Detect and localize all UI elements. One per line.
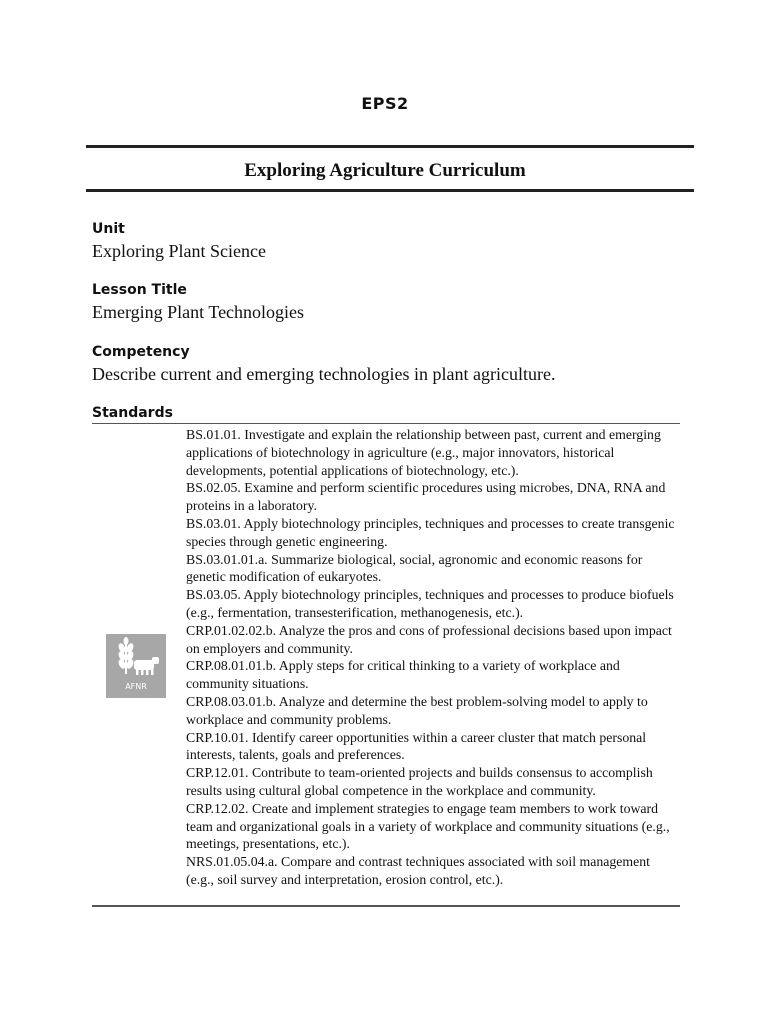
standard-item: BS.01.01. Investigate and explain the relationship between past, current and emerging applications of biotechnology in agriculture (e.g., major innovators, historical developments, potential applications of biotechnology, etc.). bbox=[186, 427, 661, 478]
standard-item: CRP.12.01. Contribute to team-oriented projects and builds consensus to accomplish results using cultural global competence in the workplace and community. bbox=[186, 765, 653, 798]
standards-label: Standards bbox=[92, 405, 173, 421]
afnr-badge bbox=[106, 634, 166, 698]
standard-item: CRP.08.01.01.b. Apply steps for critical thinking to a variety of workplace and community situations. bbox=[186, 658, 620, 692]
unit-label: Unit bbox=[92, 221, 125, 237]
standards-rule-bottom bbox=[92, 905, 680, 907]
lesson-title-label: Lesson Title bbox=[92, 282, 187, 298]
standards-list bbox=[186, 426, 676, 889]
standard-item: BS.03.01. Apply biotechnology principles, techniques and processes to create transgenic species through genetic engineering. bbox=[186, 515, 675, 549]
standard-item: NRS.01.05.04.a. Compare and contrast techniques associated with soil management (e.g., soil survey and interpretation, erosion control, etc.). bbox=[186, 854, 651, 887]
document-title: Exploring Agriculture Curriculum bbox=[244, 160, 526, 181]
document-code: EPS2 bbox=[361, 94, 409, 113]
wheat-and-cow-icon bbox=[106, 634, 166, 684]
title-rule-top bbox=[86, 145, 694, 148]
standard-item: CRP.12.02. Create and implement strategies to engage team members to work toward team and organizational goals in a variety of workplace and community situations (e.g., meetings, presentations, etc.). bbox=[186, 800, 670, 852]
standard-item: CRP.01.02.02.b. Analyze the pros and cons of professional decisions based upon impact on employers and community. bbox=[186, 622, 672, 656]
standard-item: CRP.10.01. Identify career opportunities within a career cluster that match personal interests, talents, goals and preferences. bbox=[186, 729, 647, 763]
standards-rule-top bbox=[92, 423, 680, 424]
competency-label: Competency bbox=[92, 344, 190, 360]
unit-value: Exploring Plant Science bbox=[92, 241, 266, 261]
competency-value: Describe current and emerging technologies in plant agriculture. bbox=[92, 364, 556, 384]
afnr-badge-text: AFNR bbox=[125, 682, 147, 691]
standard-item: BS.03.01.01.a. Summarize biological, social, agronomic and economic reasons for genetic modification of eukaryotes. bbox=[186, 551, 643, 585]
lesson-title-value: Emerging Plant Technologies bbox=[92, 302, 305, 322]
standard-item: BS.03.05. Apply biotechnology principles, techniques and processes to produce biofuels (e.g., fermentation, transesterification, methanogenesis, etc.). bbox=[186, 587, 674, 620]
standard-item: CRP.08.03.01.b. Analyze and determine the best problem-solving model to apply to workplace and community problems. bbox=[186, 693, 648, 727]
title-rule-bottom bbox=[86, 189, 694, 192]
standard-item: BS.02.05. Examine and perform scientific procedures using microbes, DNA, RNA and proteins in a laboratory. bbox=[186, 480, 666, 514]
